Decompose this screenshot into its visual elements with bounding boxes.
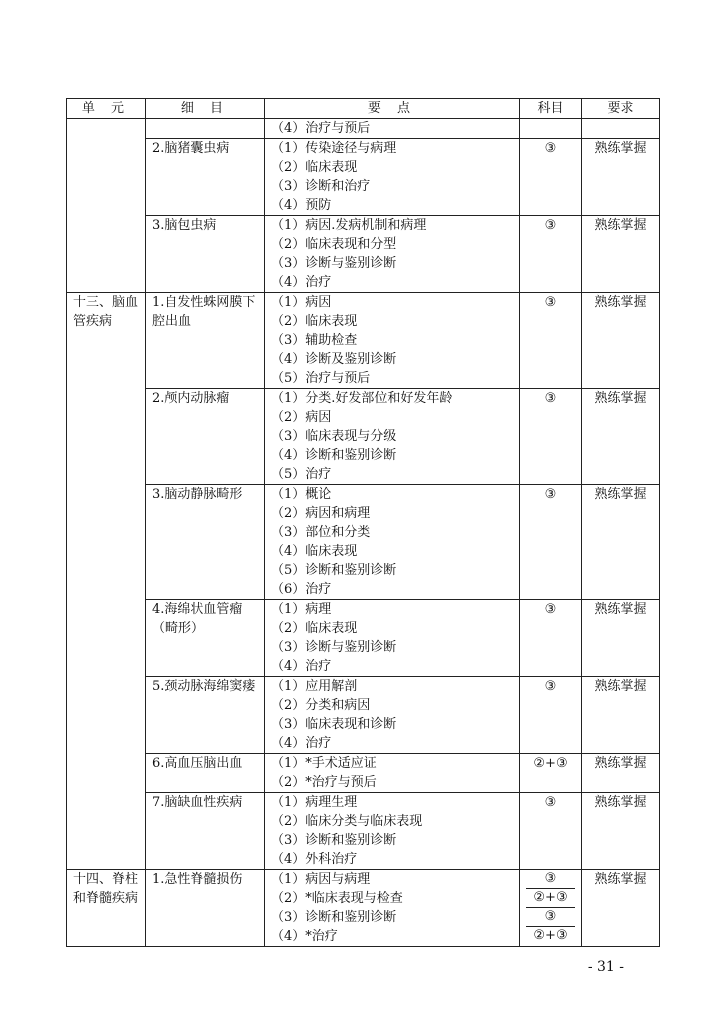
subject-item: ②+③ <box>526 889 575 908</box>
subject-item: ③ <box>526 870 575 889</box>
points-cell <box>265 293 520 389</box>
point-item: （4）治疗 <box>271 659 332 674</box>
point-item: （2）分类和病因 <box>271 698 371 713</box>
detail-cell <box>146 119 265 139</box>
table-row <box>67 139 660 216</box>
subject-cell: ③ <box>520 485 582 600</box>
table-row <box>67 677 660 754</box>
requirement-cell: 熟练掌握 <box>582 600 660 677</box>
point-item: （5）诊断和鉴别诊断 <box>271 563 397 578</box>
subject-cell: ③ <box>520 293 582 389</box>
point-item: （3）诊断与鉴别诊断 <box>271 640 397 655</box>
subject-item: ③ <box>526 908 575 927</box>
points-cell <box>265 216 520 293</box>
point-item: （4）治疗 <box>271 736 332 751</box>
point-item: （5）治疗与预后 <box>271 371 371 386</box>
unit-cell-continued <box>67 119 146 293</box>
detail-cell: 1.自发性蛛网膜下腔出血 <box>146 293 265 389</box>
syllabus-table <box>66 98 660 947</box>
requirement-cell: 熟练掌握 <box>582 485 660 600</box>
header-unit: 单 元 <box>67 99 146 119</box>
table-row <box>67 754 660 793</box>
point-item: （4）预防 <box>271 198 332 213</box>
table-row <box>67 389 660 485</box>
points-cell <box>265 677 520 754</box>
points-cell <box>265 119 520 139</box>
table-row <box>67 485 660 600</box>
point-item: （2）*治疗与预后 <box>271 775 377 790</box>
requirement-cell: 熟练掌握 <box>582 216 660 293</box>
point-item: （1）病理生理 <box>271 795 358 810</box>
point-item: （1）概论 <box>271 487 332 502</box>
points-cell <box>265 754 520 793</box>
detail-cell: 2.颅内动脉瘤 <box>146 389 265 485</box>
point-item: （6）治疗 <box>271 582 332 597</box>
detail-cell: 1.急性脊髓损伤 <box>146 870 265 947</box>
subject-cell: ③ <box>520 389 582 485</box>
subject-item: ②+③ <box>533 928 568 943</box>
subject-cell: ③ <box>520 600 582 677</box>
requirement-cell: 熟练掌握 <box>582 677 660 754</box>
point-item: （1）应用解剖 <box>271 679 358 694</box>
header-row <box>67 99 660 119</box>
point-item: （1）*手术适应证 <box>271 756 377 771</box>
point-item: （1）病理 <box>271 602 332 617</box>
subject-cell <box>520 870 582 947</box>
table-row <box>67 293 660 389</box>
point-item: （3）诊断和治疗 <box>271 179 371 194</box>
point-item: （1）病因与病理 <box>271 872 371 887</box>
point-item: （2）病因和病理 <box>271 506 371 521</box>
point-item: （4）治疗 <box>271 275 332 290</box>
point-item: （2）临床表现 <box>271 621 358 636</box>
table-row <box>67 870 660 947</box>
header-subject: 科目 <box>520 99 582 119</box>
requirement-cell: 熟练掌握 <box>582 793 660 870</box>
table-row <box>67 793 660 870</box>
requirement-cell: 熟练掌握 <box>582 389 660 485</box>
point-item: （4）诊断及鉴别诊断 <box>271 352 397 367</box>
header-points: 要 点 <box>265 99 520 119</box>
detail-cell: 6.高血压脑出血 <box>146 754 265 793</box>
point-item: （2）临床表现 <box>271 314 358 329</box>
subject-cell: ③ <box>520 793 582 870</box>
requirement-cell: 熟练掌握 <box>582 139 660 216</box>
table-row <box>67 600 660 677</box>
points-cell <box>265 139 520 216</box>
points-cell <box>265 870 520 947</box>
point-item: （4）诊断和鉴别诊断 <box>271 448 397 463</box>
point-item: （1）病因 <box>271 295 332 310</box>
point-item: （1）病因.发病机制和病理 <box>271 218 427 233</box>
subject-cell: ②+③ <box>520 754 582 793</box>
point-item: （2）*临床表现与检查 <box>271 891 403 906</box>
point-item: （4）治疗与预后 <box>271 121 371 136</box>
subject-cell <box>520 119 582 139</box>
header-detail: 细 目 <box>146 99 265 119</box>
point-item: （4）*治疗 <box>271 929 338 944</box>
point-item: （3）临床表现和诊断 <box>271 717 397 732</box>
point-item: （2）临床分类与临床表现 <box>271 814 423 829</box>
point-item: （3）诊断和鉴别诊断 <box>271 833 397 848</box>
unit-cell: 十三、脑血管疾病 <box>67 293 146 870</box>
points-cell <box>265 389 520 485</box>
page-number: - 31 - <box>587 959 624 975</box>
point-item: （4）外科治疗 <box>271 852 358 867</box>
requirement-cell: 熟练掌握 <box>582 293 660 389</box>
point-item: （3）临床表现与分级 <box>271 429 397 444</box>
unit-cell: 十四、脊柱和脊髓疾病 <box>67 870 146 947</box>
detail-cell: 4.海绵状血管瘤（畸形） <box>146 600 265 677</box>
requirement-cell: 熟练掌握 <box>582 754 660 793</box>
requirement-cell: 熟练掌握 <box>582 870 660 947</box>
point-item: （5）治疗 <box>271 467 332 482</box>
detail-cell: 2.脑猪囊虫病 <box>146 139 265 216</box>
point-item: （3）辅助检查 <box>271 333 358 348</box>
points-cell <box>265 600 520 677</box>
subject-cell: ③ <box>520 677 582 754</box>
detail-cell: 7.脑缺血性疾病 <box>146 793 265 870</box>
point-item: （3）部位和分类 <box>271 525 371 540</box>
point-item: （2）临床表现和分型 <box>271 237 397 252</box>
points-cell <box>265 793 520 870</box>
table-row <box>67 119 660 139</box>
point-item: （1）传染途径与病理 <box>271 141 397 156</box>
subject-cell: ③ <box>520 139 582 216</box>
header-requirement: 要求 <box>582 99 660 119</box>
point-item: （2）临床表现 <box>271 160 358 175</box>
detail-cell: 5.颈动脉海绵窦瘘 <box>146 677 265 754</box>
point-item: （3）诊断和鉴别诊断 <box>271 910 397 925</box>
detail-cell: 3.脑包虫病 <box>146 216 265 293</box>
points-cell <box>265 485 520 600</box>
point-item: （3）诊断与鉴别诊断 <box>271 256 397 271</box>
subject-cell: ③ <box>520 216 582 293</box>
point-item: （2）病因 <box>271 410 332 425</box>
point-item: （1）分类.好发部位和好发年龄 <box>271 391 453 406</box>
detail-cell: 3.脑动静脉畸形 <box>146 485 265 600</box>
requirement-cell <box>582 119 660 139</box>
table-row <box>67 216 660 293</box>
point-item: （4）临床表现 <box>271 544 358 559</box>
